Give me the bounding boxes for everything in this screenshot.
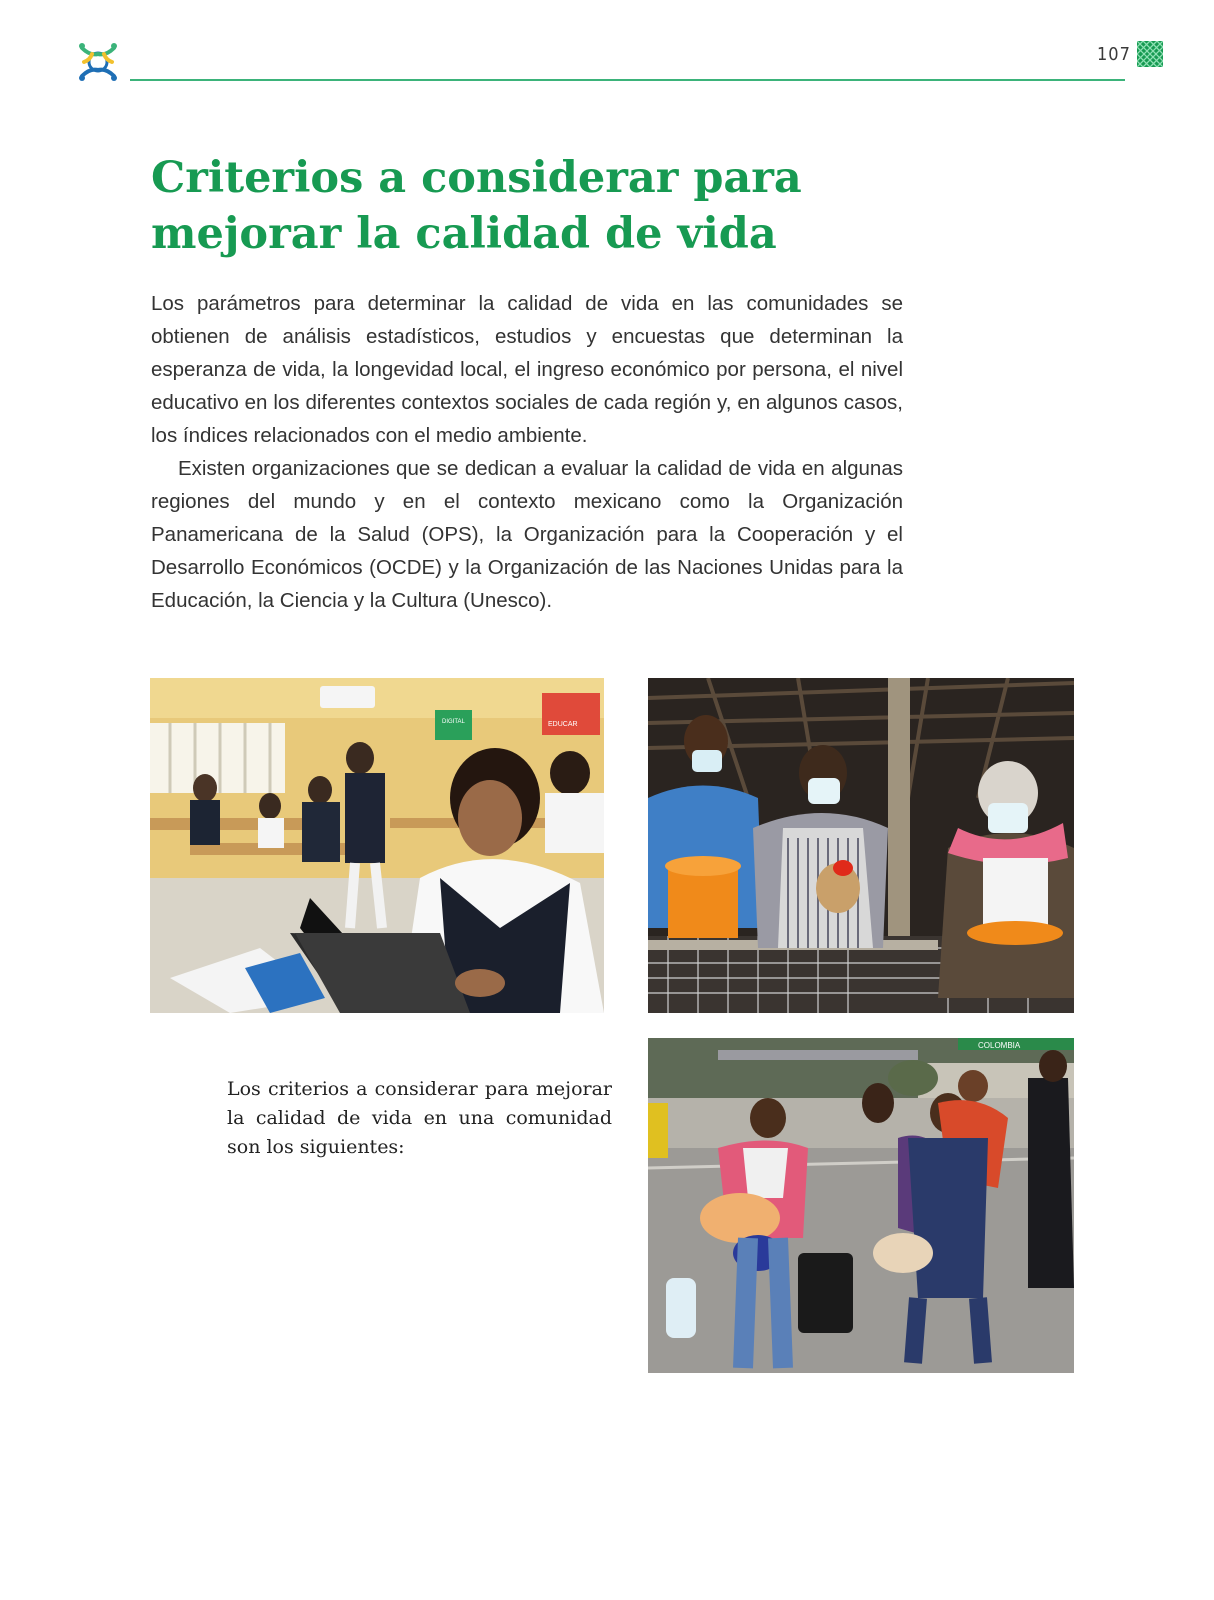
border-crossing-photo: [648, 1038, 1074, 1373]
green-pattern-icon: [1137, 41, 1163, 67]
page-title: Criterios a considerar para mejorar la calidad de vida: [151, 153, 802, 259]
page-number: 107: [1097, 44, 1131, 65]
photo-caption: Los criterios a considerar para mejorar la calidad de vida en una comunidad son los siguientes:: [227, 1078, 612, 1158]
four-people-circle-logo: [76, 40, 120, 84]
paragraph: Los parámetros para determinar la calidad de vida en las comunidades se obtienen de análisis estadísticos, estudios y encuestas que determinan la esperanza de vida, la longevidad local, el ingreso económico por persona, el nivel educativo en los diferentes contextos sociales de cada región y, en algunos casos, los índices relacionados con el medio ambiente.: [151, 292, 903, 447]
classroom-photo: [150, 678, 604, 1013]
header-rule: [130, 79, 1125, 81]
paragraph: Existen organizaciones que se dedican a evaluar la calidad de vida en algunas regiones del mundo y en el contexto mexicano como la Organización Panamericana de la Salud (OPS), la Organización para la Cooperación y el Desarrollo Económicos (OCDE) y la Organización de las Naciones Unidas para la Educación, la Ciencia y la Cultura (Unesco).: [151, 457, 903, 612]
classroom-sign-1: DIGITAL: [442, 719, 465, 725]
market-vendors-photo: [648, 678, 1074, 1013]
classroom-sign-2: EDUCAR: [548, 721, 578, 728]
article-body: [151, 287, 903, 617]
border-sign: COLOMBIA: [978, 1041, 1021, 1050]
